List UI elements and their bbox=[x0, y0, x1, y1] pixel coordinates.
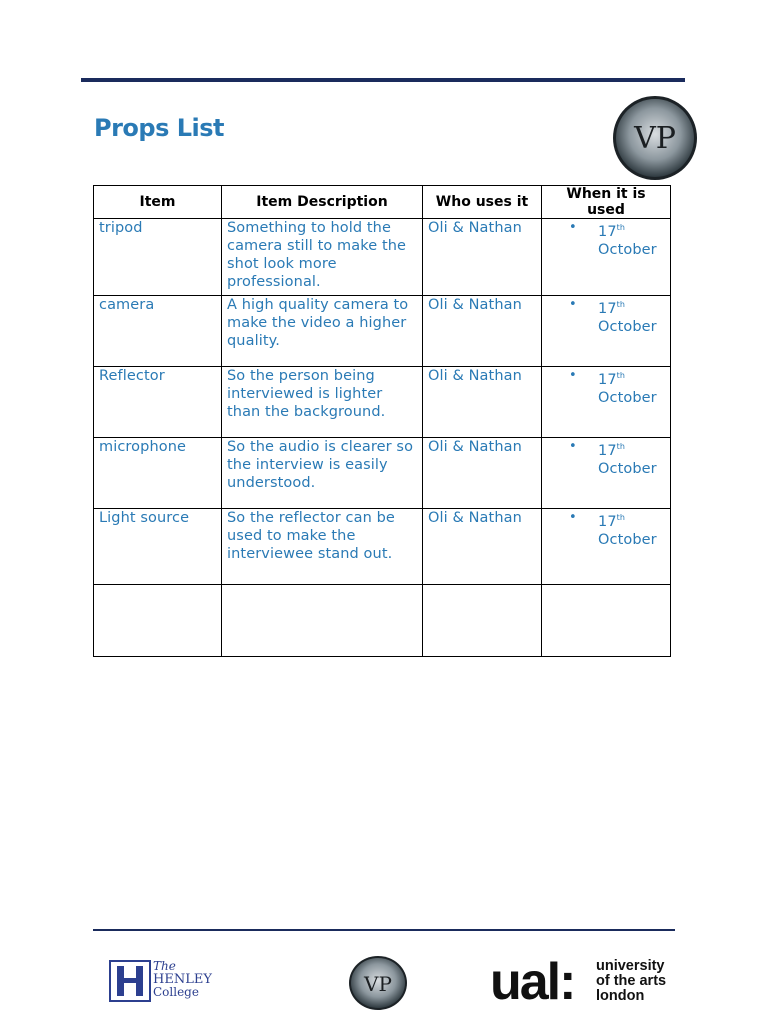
bullet-icon: • bbox=[569, 220, 577, 235]
description-cell: Something to hold the camera still to make the shot look more professional. bbox=[222, 219, 423, 296]
when-cell: • 17th October bbox=[542, 367, 671, 438]
item-cell: Light source bbox=[94, 509, 222, 585]
svg-text:VP: VP bbox=[634, 121, 676, 156]
who-cell: Oli & Nathan bbox=[423, 219, 542, 296]
footer-rule bbox=[93, 929, 675, 931]
vp-logo-footer bbox=[348, 955, 408, 1011]
when-cell: • 17th October bbox=[542, 509, 671, 585]
table-row bbox=[94, 219, 671, 296]
description-cell: So the person being interviewed is lighter than the background. bbox=[222, 367, 423, 438]
table-row bbox=[94, 367, 671, 438]
bullet-icon: • bbox=[569, 510, 577, 525]
description-cell: So the audio is clearer so the interview is easily understood. bbox=[222, 438, 423, 509]
description-cell: A high quality camera to make the video a higher quality. bbox=[222, 296, 423, 367]
vp-logo bbox=[612, 95, 698, 181]
who-cell: Oli & Nathan bbox=[423, 296, 542, 367]
props-table bbox=[93, 185, 671, 657]
when-cell: • 17th October bbox=[542, 219, 671, 296]
item-cell: Reflector bbox=[94, 367, 222, 438]
ual-logo-mark: ual: bbox=[490, 953, 575, 1011]
who-cell: Oli & Nathan bbox=[423, 438, 542, 509]
header-rule bbox=[81, 78, 685, 82]
header-when: When it is used bbox=[542, 186, 671, 219]
bullet-icon: • bbox=[569, 439, 577, 454]
item-cell: tripod bbox=[94, 219, 222, 296]
svg-text:VP: VP bbox=[364, 972, 392, 996]
table-header-row bbox=[94, 186, 671, 219]
table-row bbox=[94, 438, 671, 509]
when-cell: • 17th October bbox=[542, 438, 671, 509]
when-cell: • 17th October bbox=[542, 296, 671, 367]
table-row bbox=[94, 509, 671, 585]
table-row-empty bbox=[94, 585, 671, 657]
item-cell: microphone bbox=[94, 438, 222, 509]
henley-college-text: The HENLEY College bbox=[153, 959, 212, 999]
header-who: Who uses it bbox=[423, 186, 542, 219]
item-cell: camera bbox=[94, 296, 222, 367]
table-row bbox=[94, 296, 671, 367]
who-cell: Oli & Nathan bbox=[423, 509, 542, 585]
bullet-icon: • bbox=[569, 297, 577, 312]
page-title: Props List bbox=[94, 114, 225, 142]
who-cell: Oli & Nathan bbox=[423, 367, 542, 438]
header-item: Item bbox=[94, 186, 222, 219]
description-cell: So the reflector can be used to make the interviewee stand out. bbox=[222, 509, 423, 585]
header-description: Item Description bbox=[222, 186, 423, 219]
ual-logo-text: university of the arts london bbox=[596, 958, 667, 1004]
bullet-icon: • bbox=[569, 368, 577, 383]
